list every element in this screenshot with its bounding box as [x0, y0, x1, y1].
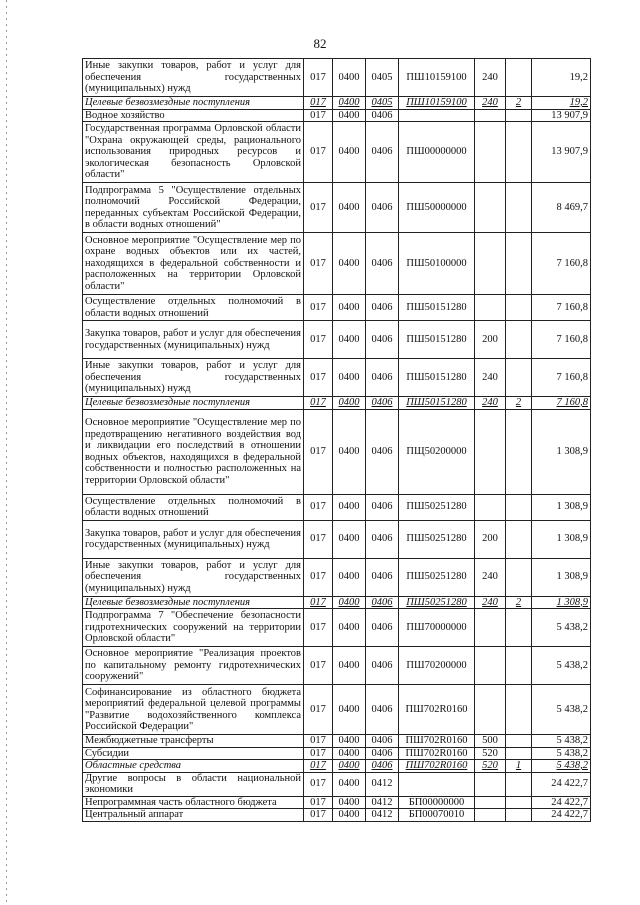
table-row [83, 647, 591, 685]
table-row [83, 609, 591, 647]
target-article-cell: ПШ702R0160 [399, 760, 475, 773]
source-code-cell [506, 59, 532, 97]
amount-cell: 5 438,2 [532, 760, 591, 773]
table-row [83, 735, 591, 748]
table-row [83, 772, 591, 796]
subsection-code-cell: 0406 [366, 747, 399, 760]
source-code-cell [506, 735, 532, 748]
source-code-cell [506, 109, 532, 122]
source-code-cell [506, 233, 532, 295]
section-code-cell: 0400 [333, 685, 366, 735]
row-name-cell: Иные закупки товаров, работ и услуг для обеспечения государственных (муниципальных) нужд [83, 359, 304, 397]
row-name-cell: Иные закупки товаров, работ и услуг для обеспечения государственных (муниципальных) нужд [83, 558, 304, 596]
budget-table-body [83, 59, 591, 822]
source-code-cell [506, 295, 532, 321]
source-code-cell [506, 122, 532, 183]
expense-type-cell: 240 [475, 97, 506, 110]
table-row [83, 109, 591, 122]
expense-type-cell: 520 [475, 760, 506, 773]
amount-cell: 5 438,2 [532, 685, 591, 735]
table-row [83, 747, 591, 760]
admin-code-cell: 017 [304, 59, 333, 97]
row-name-cell: Осуществление отдельных полномочий в области водных отношений [83, 494, 304, 520]
admin-code-cell: 017 [304, 796, 333, 809]
source-code-cell: 1 [506, 760, 532, 773]
expense-type-cell: 520 [475, 747, 506, 760]
amount-cell: 1 308,9 [532, 409, 591, 494]
expense-type-cell: 240 [475, 59, 506, 97]
admin-code-cell: 017 [304, 520, 333, 558]
source-code-cell [506, 520, 532, 558]
page-number: 82 [313, 36, 327, 51]
expense-type-cell [475, 122, 506, 183]
expense-type-cell [475, 295, 506, 321]
scan-margin-line [6, 0, 7, 905]
section-code-cell: 0400 [333, 747, 366, 760]
source-code-cell [506, 494, 532, 520]
amount-cell: 24 422,7 [532, 796, 591, 809]
admin-code-cell: 017 [304, 494, 333, 520]
row-name-cell: Субсидии [83, 747, 304, 760]
expense-type-cell: 240 [475, 359, 506, 397]
expense-type-cell [475, 772, 506, 796]
row-name-cell: Основное мероприятие "Осуществление мер по охране водных объектов или их частей, находящихся в федеральной собственности и расположенных на территории Орловской области" [83, 233, 304, 295]
expense-type-cell [475, 609, 506, 647]
subsection-code-cell: 0406 [366, 609, 399, 647]
expense-type-cell [475, 109, 506, 122]
table-row [83, 796, 591, 809]
expense-type-cell [475, 183, 506, 233]
target-article-cell: ПШ70000000 [399, 609, 475, 647]
table-row [83, 97, 591, 110]
row-name-cell: Межбюджетные трансферты [83, 735, 304, 748]
source-code-cell [506, 183, 532, 233]
source-code-cell [506, 796, 532, 809]
target-article-cell: БП00000000 [399, 796, 475, 809]
subsection-code-cell: 0405 [366, 59, 399, 97]
admin-code-cell: 017 [304, 409, 333, 494]
table-row [83, 359, 591, 397]
amount-cell: 24 422,7 [532, 772, 591, 796]
target-article-cell: ПШ50251280 [399, 520, 475, 558]
amount-cell: 8 469,7 [532, 183, 591, 233]
expense-type-cell: 500 [475, 735, 506, 748]
row-name-cell: Водное хозяйство [83, 109, 304, 122]
admin-code-cell: 017 [304, 397, 333, 410]
subsection-code-cell: 0406 [366, 647, 399, 685]
admin-code-cell: 017 [304, 747, 333, 760]
table-row [83, 685, 591, 735]
subsection-code-cell: 0406 [366, 122, 399, 183]
amount-cell: 7 160,8 [532, 233, 591, 295]
table-row [83, 760, 591, 773]
table-row [83, 409, 591, 494]
subsection-code-cell: 0406 [366, 520, 399, 558]
subsection-code-cell: 0406 [366, 295, 399, 321]
target-article-cell: БП00070010 [399, 809, 475, 822]
target-article-cell: ПШ50251280 [399, 558, 475, 596]
source-code-cell [506, 321, 532, 359]
expense-type-cell [475, 647, 506, 685]
amount-cell: 1 308,9 [532, 494, 591, 520]
section-code-cell: 0400 [333, 520, 366, 558]
row-name-cell: Иные закупки товаров, работ и услуг для обеспечения государственных (муниципальных) нужд [83, 59, 304, 97]
subsection-code-cell: 0412 [366, 809, 399, 822]
expense-type-cell: 240 [475, 397, 506, 410]
amount-cell: 19,2 [532, 97, 591, 110]
section-code-cell: 0400 [333, 494, 366, 520]
section-code-cell: 0400 [333, 397, 366, 410]
row-name-cell: Государственная программа Орловской области "Охрана окружающей среды, рационального использования природных ресурсов и экологическая безопасность Орловской области" [83, 122, 304, 183]
amount-cell: 13 907,9 [532, 109, 591, 122]
target-article-cell: ПШ00000000 [399, 122, 475, 183]
target-article-cell: ПШ50151280 [399, 397, 475, 410]
target-article-cell: ПШ702R0160 [399, 685, 475, 735]
row-name-cell: Областные средства [83, 760, 304, 773]
target-article-cell [399, 772, 475, 796]
source-code-cell: 2 [506, 397, 532, 410]
section-code-cell: 0400 [333, 760, 366, 773]
source-code-cell [506, 409, 532, 494]
admin-code-cell: 017 [304, 809, 333, 822]
subsection-code-cell: 0406 [366, 397, 399, 410]
admin-code-cell: 017 [304, 97, 333, 110]
amount-cell: 24 422,7 [532, 809, 591, 822]
subsection-code-cell: 0406 [366, 321, 399, 359]
section-code-cell: 0400 [333, 295, 366, 321]
source-code-cell: 2 [506, 97, 532, 110]
section-code-cell: 0400 [333, 609, 366, 647]
expense-type-cell: 240 [475, 558, 506, 596]
source-code-cell [506, 558, 532, 596]
section-code-cell: 0400 [333, 233, 366, 295]
section-code-cell: 0400 [333, 809, 366, 822]
admin-code-cell: 017 [304, 609, 333, 647]
source-code-cell [506, 772, 532, 796]
table-row [83, 809, 591, 822]
target-article-cell [399, 109, 475, 122]
amount-cell: 5 438,2 [532, 609, 591, 647]
subsection-code-cell: 0405 [366, 97, 399, 110]
target-article-cell: ПЩ50200000 [399, 409, 475, 494]
row-name-cell: Центральный аппарат [83, 809, 304, 822]
subsection-code-cell: 0406 [366, 596, 399, 609]
target-article-cell: ПШ50151280 [399, 359, 475, 397]
amount-cell: 5 438,2 [532, 747, 591, 760]
subsection-code-cell: 0406 [366, 109, 399, 122]
subsection-code-cell: 0412 [366, 772, 399, 796]
section-code-cell: 0400 [333, 735, 366, 748]
section-code-cell: 0400 [333, 321, 366, 359]
admin-code-cell: 017 [304, 122, 333, 183]
row-name-cell: Целевые безвозмездные поступления [83, 97, 304, 110]
table-row [83, 233, 591, 295]
table-row [83, 321, 591, 359]
section-code-cell: 0400 [333, 772, 366, 796]
budget-table [82, 58, 591, 822]
subsection-code-cell: 0406 [366, 760, 399, 773]
table-row [83, 494, 591, 520]
admin-code-cell: 017 [304, 233, 333, 295]
row-name-cell: Закупка товаров, работ и услуг для обеспечения государственных (муниципальных) нужд [83, 520, 304, 558]
row-name-cell: Подпрограмма 5 "Осуществление отдельных полномочий Российской Федерации, переданных субъектам Российской Федерации, в области водных отношений" [83, 183, 304, 233]
source-code-cell [506, 609, 532, 647]
subsection-code-cell: 0406 [366, 359, 399, 397]
subsection-code-cell: 0406 [366, 494, 399, 520]
amount-cell: 5 438,2 [532, 647, 591, 685]
subsection-code-cell: 0406 [366, 233, 399, 295]
target-article-cell: ПШ50151280 [399, 321, 475, 359]
row-name-cell: Закупка товаров, работ и услуг для обеспечения государственных (муниципальных) нужд [83, 321, 304, 359]
amount-cell: 1 308,9 [532, 596, 591, 609]
admin-code-cell: 017 [304, 359, 333, 397]
section-code-cell: 0400 [333, 97, 366, 110]
target-article-cell: ПШ50000000 [399, 183, 475, 233]
admin-code-cell: 017 [304, 596, 333, 609]
section-code-cell: 0400 [333, 122, 366, 183]
amount-cell: 5 438,2 [532, 735, 591, 748]
subsection-code-cell: 0406 [366, 685, 399, 735]
section-code-cell: 0400 [333, 596, 366, 609]
subsection-code-cell: 0412 [366, 796, 399, 809]
row-name-cell: Подпрограмма 7 "Обеспечение безопасности гидротехнических сооружений на территории Орловской области" [83, 609, 304, 647]
table-row [83, 295, 591, 321]
expense-type-cell [475, 796, 506, 809]
amount-cell: 1 308,9 [532, 558, 591, 596]
expense-type-cell [475, 809, 506, 822]
source-code-cell: 2 [506, 596, 532, 609]
expense-type-cell [475, 494, 506, 520]
target-article-cell: ПШ702R0160 [399, 735, 475, 748]
expense-type-cell [475, 409, 506, 494]
table-row [83, 558, 591, 596]
admin-code-cell: 017 [304, 558, 333, 596]
table-row [83, 397, 591, 410]
section-code-cell: 0400 [333, 409, 366, 494]
expense-type-cell: 200 [475, 520, 506, 558]
admin-code-cell: 017 [304, 647, 333, 685]
admin-code-cell: 017 [304, 685, 333, 735]
amount-cell: 13 907,9 [532, 122, 591, 183]
table-row [83, 520, 591, 558]
amount-cell: 1 308,9 [532, 520, 591, 558]
subsection-code-cell: 0406 [366, 409, 399, 494]
row-name-cell: Софинансирование из областного бюджета мероприятий федеральной целевой программы "Развитие водохозяйственного комплекса Российской Федерации" [83, 685, 304, 735]
admin-code-cell: 017 [304, 735, 333, 748]
source-code-cell [506, 359, 532, 397]
section-code-cell: 0400 [333, 558, 366, 596]
source-code-cell [506, 685, 532, 735]
subsection-code-cell: 0406 [366, 735, 399, 748]
row-name-cell: Целевые безвозмездные поступления [83, 596, 304, 609]
section-code-cell: 0400 [333, 183, 366, 233]
table-row [83, 183, 591, 233]
source-code-cell [506, 647, 532, 685]
row-name-cell: Основное мероприятие "Реализация проектов по капитальному ремонту гидротехнических сооружений" [83, 647, 304, 685]
subsection-code-cell: 0406 [366, 558, 399, 596]
row-name-cell: Целевые безвозмездные поступления [83, 397, 304, 410]
target-article-cell: ПШ50251280 [399, 596, 475, 609]
admin-code-cell: 017 [304, 760, 333, 773]
budget-table-container [82, 58, 590, 822]
table-row [83, 596, 591, 609]
amount-cell: 7 160,8 [532, 359, 591, 397]
target-article-cell: ПШ50100000 [399, 233, 475, 295]
amount-cell: 7 160,8 [532, 397, 591, 410]
admin-code-cell: 017 [304, 295, 333, 321]
target-article-cell: ПШ70200000 [399, 647, 475, 685]
expense-type-cell [475, 685, 506, 735]
target-article-cell: ПШ702R0160 [399, 747, 475, 760]
admin-code-cell: 017 [304, 183, 333, 233]
admin-code-cell: 017 [304, 772, 333, 796]
amount-cell: 19,2 [532, 59, 591, 97]
target-article-cell: ПШ50151280 [399, 295, 475, 321]
row-name-cell: Осуществление отдельных полномочий в области водных отношений [83, 295, 304, 321]
row-name-cell: Другие вопросы в области национальной экономики [83, 772, 304, 796]
section-code-cell: 0400 [333, 796, 366, 809]
admin-code-cell: 017 [304, 321, 333, 359]
admin-code-cell: 017 [304, 109, 333, 122]
expense-type-cell [475, 233, 506, 295]
table-row [83, 122, 591, 183]
subsection-code-cell: 0406 [366, 183, 399, 233]
amount-cell: 7 160,8 [532, 321, 591, 359]
section-code-cell: 0400 [333, 359, 366, 397]
expense-type-cell: 240 [475, 596, 506, 609]
target-article-cell: ПШ10159100 [399, 59, 475, 97]
amount-cell: 7 160,8 [532, 295, 591, 321]
section-code-cell: 0400 [333, 109, 366, 122]
source-code-cell [506, 809, 532, 822]
target-article-cell: ПШ50251280 [399, 494, 475, 520]
section-code-cell: 0400 [333, 59, 366, 97]
row-name-cell: Непрограммная часть областного бюджета [83, 796, 304, 809]
source-code-cell [506, 747, 532, 760]
target-article-cell: ПШ10159100 [399, 97, 475, 110]
row-name-cell: Основное мероприятие "Осуществление мер по предотвращению негативного воздействия вод и ликвидации его последствий в отношении водных объектов, находящихся в федеральной собственности и полностью расположенных на территории Орловской области" [83, 409, 304, 494]
table-row [83, 59, 591, 97]
expense-type-cell: 200 [475, 321, 506, 359]
section-code-cell: 0400 [333, 647, 366, 685]
